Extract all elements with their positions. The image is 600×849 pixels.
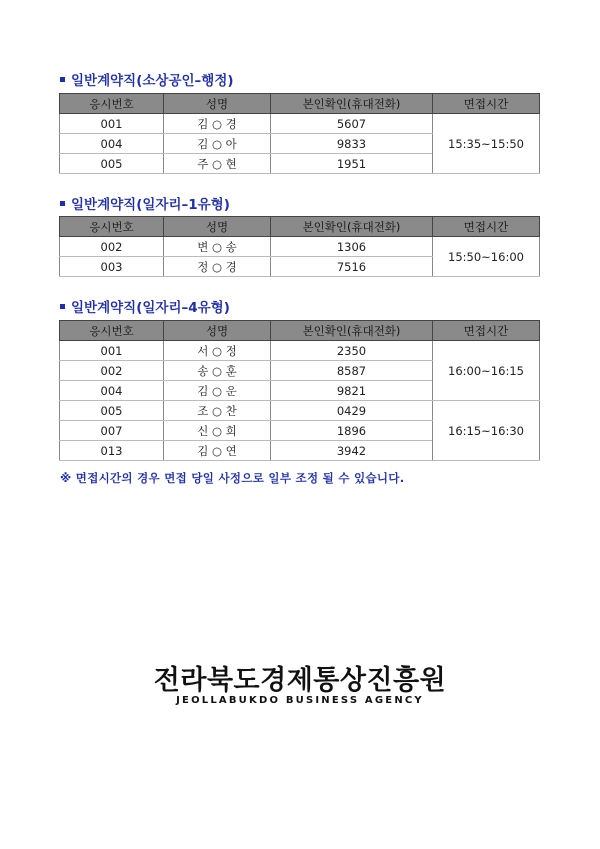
applicant-phone: 9833 [271,134,433,154]
applicant-phone: 1306 [271,237,433,257]
applicant-name: 정 ○ 경 [164,257,271,277]
header-phone-check: 본인확인(휴대전화) [271,217,433,237]
applicant-phone: 1896 [271,421,433,441]
agency-logo-english: JEOLLABUKDO BUSINESS AGENCY [176,695,424,706]
section-title-text: 일반계약직(일자리–1유형) [71,197,230,213]
applicant-phone: 9821 [271,381,433,401]
applicant-no: 005 [60,401,164,421]
interview-time: 15:35~15:50 [433,114,540,174]
header-interview-time: 면접시간 [433,94,540,114]
interview-time: 16:00~16:15 [433,341,540,401]
schedule-table-jobs-type1 [59,216,540,277]
applicant-no: 002 [60,361,164,381]
applicant-no: 013 [60,441,164,461]
section-title-small-business [60,69,234,89]
applicant-no: 004 [60,381,164,401]
applicant-name: 서 ○ 정 [164,341,271,361]
header-applicant-no: 응시번호 [60,217,164,237]
section-title-text: 일반계약직(일자리–4유형) [71,300,230,316]
schedule-table-jobs-type4 [59,320,540,461]
header-phone-check: 본인확인(휴대전화) [271,321,433,341]
table-header-row [60,94,540,114]
applicant-name: 김 ○ 운 [164,381,271,401]
header-name: 성명 [164,94,271,114]
interview-time: 16:15~16:30 [433,401,540,461]
applicant-phone: 5607 [271,114,433,134]
applicant-name: 변 ○ 송 [164,237,271,257]
header-applicant-no: 응시번호 [60,94,164,114]
bullet-icon [60,304,65,309]
table-row [60,341,540,361]
table-row [60,114,540,134]
applicant-no: 007 [60,421,164,441]
agency-logo-korean: 전라북도경제통상진흥원 [153,665,447,696]
applicant-phone: 0429 [271,401,433,421]
applicant-phone: 3942 [271,441,433,461]
applicant-name: 주 ○ 현 [164,154,271,174]
applicant-name: 김 ○ 아 [164,134,271,154]
header-name: 성명 [164,217,271,237]
bullet-icon [60,201,65,206]
header-name: 성명 [164,321,271,341]
table-header-row [60,321,540,341]
applicant-phone: 1951 [271,154,433,174]
section-title-text: 일반계약직(소상공인–행정) [71,73,234,89]
schedule-change-note: ※ 면접시간의 경우 면접 당일 사정으로 일부 조정 될 수 있습니다. [60,471,405,485]
table-row [60,401,540,421]
applicant-no: 001 [60,341,164,361]
applicant-no: 001 [60,114,164,134]
table-header-row [60,217,540,237]
applicant-no: 002 [60,237,164,257]
applicant-name: 김 ○ 연 [164,441,271,461]
applicant-name: 조 ○ 찬 [164,401,271,421]
table-row [60,237,540,257]
header-interview-time: 면접시간 [433,217,540,237]
header-applicant-no: 응시번호 [60,321,164,341]
header-interview-time: 면접시간 [433,321,540,341]
applicant-phone: 2350 [271,341,433,361]
interview-time: 15:50~16:00 [433,237,540,277]
bullet-icon [60,77,65,82]
applicant-name: 신 ○ 희 [164,421,271,441]
applicant-name: 송 ○ 훈 [164,361,271,381]
applicant-no: 005 [60,154,164,174]
applicant-phone: 8587 [271,361,433,381]
applicant-phone: 7516 [271,257,433,277]
schedule-table-small-business [59,93,540,174]
header-phone-check: 본인확인(휴대전화) [271,94,433,114]
applicant-name: 김 ○ 경 [164,114,271,134]
applicant-no: 004 [60,134,164,154]
applicant-no: 003 [60,257,164,277]
section-title-jobs-type4 [60,296,230,316]
section-title-jobs-type1 [60,193,230,213]
